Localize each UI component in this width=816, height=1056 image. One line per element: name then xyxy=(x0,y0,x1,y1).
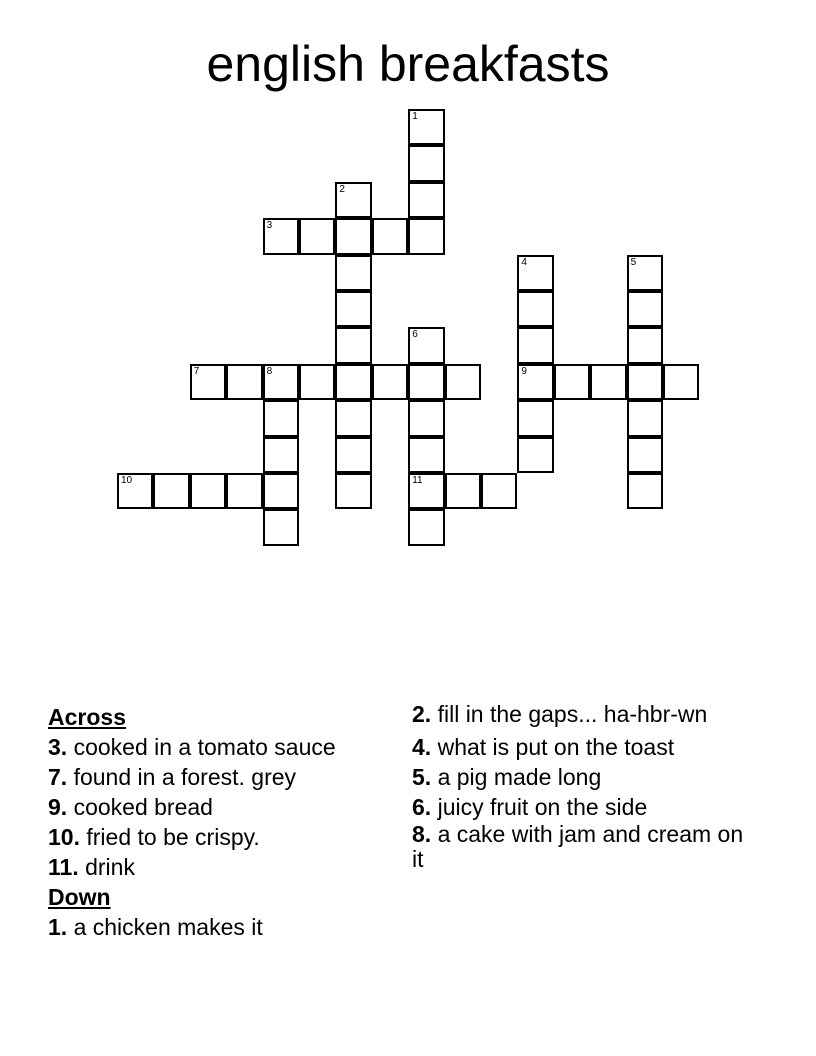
grid-cell[interactable] xyxy=(627,255,663,291)
grid-cell[interactable] xyxy=(190,364,226,400)
grid-cell[interactable] xyxy=(372,364,408,400)
clue-text: cooked in a tomato sauce xyxy=(67,734,336,760)
grid-cell[interactable] xyxy=(408,473,444,509)
cell-number: 3 xyxy=(266,220,273,232)
grid-cell[interactable] xyxy=(408,109,444,145)
clues-right-column xyxy=(412,702,752,877)
clue-text: fried to be crispy. xyxy=(79,824,260,850)
clue-number: 4. xyxy=(412,734,432,760)
cell-number: 4 xyxy=(521,256,527,268)
clue-item xyxy=(48,762,393,792)
grid-cell[interactable] xyxy=(627,473,663,509)
grid-cell[interactable] xyxy=(554,364,590,400)
grid-cell[interactable] xyxy=(408,437,444,473)
clue-text: a chicken makes it xyxy=(67,914,263,940)
clue-number: 7. xyxy=(48,764,68,790)
grid-cell[interactable] xyxy=(408,145,444,181)
clue-text: found in a forest. grey xyxy=(67,764,297,790)
grid-cell[interactable] xyxy=(408,364,444,400)
grid-cell[interactable] xyxy=(590,364,626,400)
clue-text: cooked bread xyxy=(67,794,213,820)
clue-number: 11. xyxy=(48,854,79,880)
clue-number: 8. xyxy=(412,821,432,847)
grid-cell[interactable] xyxy=(335,437,371,473)
grid-cell[interactable] xyxy=(263,473,299,509)
clues-left-column xyxy=(48,702,393,942)
grid-cell[interactable] xyxy=(153,473,189,509)
grid-cell[interactable] xyxy=(408,509,444,545)
grid-cell[interactable] xyxy=(627,364,663,400)
grid-cell[interactable] xyxy=(335,218,371,254)
across-clue-list xyxy=(48,732,393,882)
grid-cell[interactable] xyxy=(335,364,371,400)
grid-cell[interactable] xyxy=(335,327,371,363)
grid-cell[interactable] xyxy=(627,437,663,473)
grid-cell[interactable] xyxy=(445,473,481,509)
grid-cell[interactable] xyxy=(517,364,553,400)
clue-item xyxy=(412,792,752,822)
clue-item xyxy=(48,912,393,942)
cell-number: 6 xyxy=(412,329,418,341)
across-heading: Across xyxy=(48,704,126,730)
clue-item xyxy=(412,702,752,727)
grid-cell[interactable] xyxy=(481,473,517,509)
clue-text: what is put on the toast xyxy=(431,734,675,760)
grid-cell[interactable] xyxy=(263,364,299,400)
grid-cell[interactable] xyxy=(627,327,663,363)
grid-cell[interactable] xyxy=(335,473,371,509)
puzzle-title: english breakfasts xyxy=(206,36,610,92)
clue-text: a cake with jam and cream on it xyxy=(412,821,744,872)
grid-cell[interactable] xyxy=(263,218,299,254)
clue-number: 6. xyxy=(412,794,432,820)
grid-cell[interactable] xyxy=(263,437,299,473)
grid-cell[interactable] xyxy=(408,327,444,363)
grid-cell[interactable] xyxy=(627,291,663,327)
cell-number: 7 xyxy=(193,365,200,377)
clue-number: 5. xyxy=(412,764,432,790)
clue-item xyxy=(48,732,393,762)
clue-number: 2. xyxy=(412,701,432,727)
grid-cell[interactable] xyxy=(517,327,553,363)
grid-cell[interactable] xyxy=(226,364,262,400)
clue-number: 10. xyxy=(48,824,80,850)
grid-cell[interactable] xyxy=(335,291,371,327)
clue-item xyxy=(48,792,393,822)
clue-number: 9. xyxy=(48,794,68,820)
clue-item xyxy=(412,762,752,792)
clue-text: fill in the gaps... ha-hbr-wn xyxy=(431,701,708,727)
cell-number: 9 xyxy=(521,365,527,377)
clue-item xyxy=(48,852,393,882)
clue-item xyxy=(48,822,393,852)
grid-cell[interactable] xyxy=(335,400,371,436)
clue-text: juicy fruit on the side xyxy=(431,794,648,820)
grid-cell[interactable] xyxy=(408,182,444,218)
cell-number: 1 xyxy=(412,111,418,122)
grid-cell[interactable] xyxy=(372,218,408,254)
grid-cell[interactable] xyxy=(263,400,299,436)
cell-number: 11 xyxy=(412,475,423,486)
clue-text: drink xyxy=(78,854,135,880)
down-clue-list xyxy=(48,912,393,942)
grid-cell[interactable] xyxy=(408,400,444,436)
clue-item xyxy=(412,732,752,762)
grid-cell[interactable] xyxy=(299,218,335,254)
grid-cell[interactable] xyxy=(517,291,553,327)
grid-cell[interactable] xyxy=(408,218,444,254)
cell-number: 5 xyxy=(630,256,637,268)
grid-cell[interactable] xyxy=(299,364,335,400)
grid-cell[interactable] xyxy=(226,473,262,509)
grid-cell[interactable] xyxy=(190,473,226,509)
grid-cell[interactable] xyxy=(517,437,553,473)
clue-number: 1. xyxy=(48,914,68,940)
clue-text: a pig made long xyxy=(431,764,602,790)
down-heading: Down xyxy=(48,884,111,910)
grid-cell[interactable] xyxy=(335,182,371,218)
grid-cell[interactable] xyxy=(627,400,663,436)
cell-number: 8 xyxy=(266,365,273,377)
grid-cell[interactable] xyxy=(263,509,299,545)
cell-number: 2 xyxy=(339,183,345,195)
down-clue-list-continued xyxy=(412,702,752,872)
grid-cell[interactable] xyxy=(517,400,553,436)
grid-cell[interactable] xyxy=(117,473,153,509)
grid-cell[interactable] xyxy=(335,255,371,291)
grid-cell[interactable] xyxy=(445,364,481,400)
grid-cell[interactable] xyxy=(663,364,699,400)
clue-number: 3. xyxy=(48,734,68,760)
grid-cell[interactable] xyxy=(517,255,553,291)
cell-number: 10 xyxy=(121,475,133,486)
clue-item xyxy=(412,822,752,872)
